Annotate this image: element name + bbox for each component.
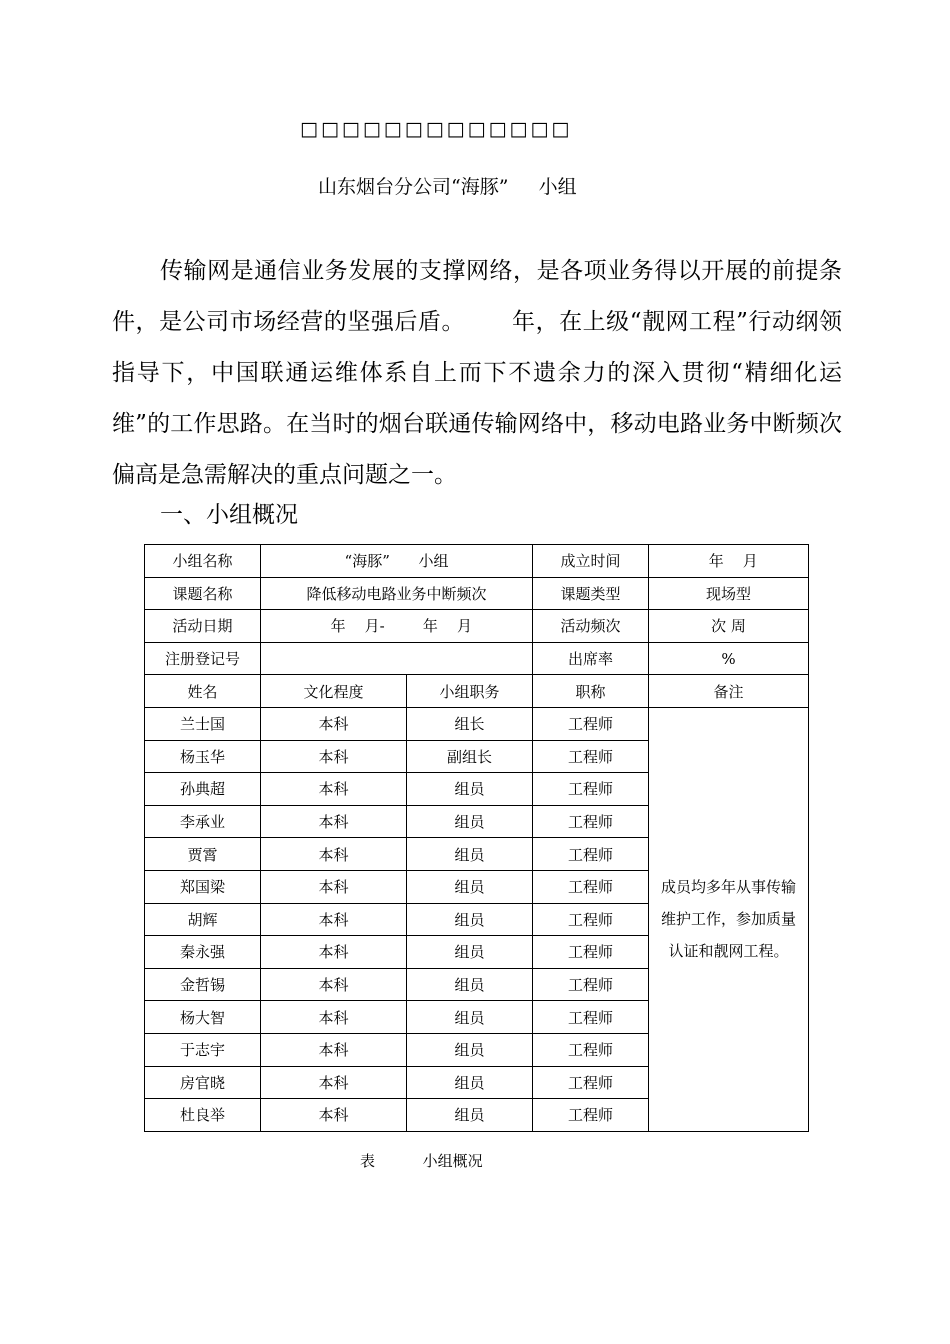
member-role: 组员 (407, 903, 533, 936)
info-value: 现场型 (649, 577, 809, 610)
info-value: % (649, 642, 809, 675)
member-name: 杜良举 (145, 1099, 261, 1132)
member-title: 工程师 (533, 1001, 649, 1034)
member-name: 贾霄 (145, 838, 261, 871)
member-name: 胡辉 (145, 903, 261, 936)
member-name: 秦永强 (145, 936, 261, 969)
member-title: 工程师 (533, 707, 649, 740)
member-name: 金哲锡 (145, 968, 261, 1001)
info-row (145, 610, 809, 643)
member-role: 组员 (407, 838, 533, 871)
info-value (261, 642, 533, 675)
member-name: 孙典超 (145, 773, 261, 806)
member-name: 杨玉华 (145, 740, 261, 773)
member-edu: 本科 (261, 968, 407, 1001)
member-name: 于志宇 (145, 1033, 261, 1066)
header-education: 文化程度 (261, 675, 407, 708)
member-edu: 本科 (261, 707, 407, 740)
member-title: 工程师 (533, 903, 649, 936)
member-name: 兰士国 (145, 707, 261, 740)
info-row (145, 642, 809, 675)
member-name: 郑国梁 (145, 870, 261, 903)
member-name: 房官晓 (145, 1066, 261, 1099)
info-label: 活动频次 (533, 610, 649, 643)
info-label: 注册登记号 (145, 642, 261, 675)
member-title: 工程师 (533, 838, 649, 871)
info-value: 年 月- 年 月 (261, 610, 533, 643)
info-label: 小组名称 (145, 545, 261, 578)
table-caption: 表 小组概况 (360, 1152, 483, 1170)
member-edu: 本科 (261, 903, 407, 936)
member-edu: 本科 (261, 1099, 407, 1132)
member-edu: 本科 (261, 870, 407, 903)
member-title: 工程师 (533, 1099, 649, 1132)
info-label: 课题类型 (533, 577, 649, 610)
member-row (145, 707, 809, 740)
info-row (145, 577, 809, 610)
info-value: 年 月 (649, 545, 809, 578)
info-value: “海豚” 小组 (261, 545, 533, 578)
member-edu: 本科 (261, 1066, 407, 1099)
member-role: 组员 (407, 1066, 533, 1099)
intro-paragraph: 传输网是通信业务发展的支撑网络，是各项业务得以开展的前提条件，是公司市场经营的坚强后盾。 年，在上级“靓网工程”行动纲领指导下，中国联通运维体系自上而下不遗余力的深入贯彻“精细化运维”的工作思路。在当时的烟台联通传输网络中，移动电路业务中断频次偏高是急需解决的重点问题之一。 (112, 258, 842, 488)
member-edu: 本科 (261, 740, 407, 773)
header-row (145, 675, 809, 708)
document-title: □□□□□□□□□□□□□ (300, 118, 573, 140)
info-label: 课题名称 (145, 577, 261, 610)
member-role: 组员 (407, 870, 533, 903)
info-row (145, 545, 809, 578)
member-role: 组员 (407, 805, 533, 838)
info-label: 成立时间 (533, 545, 649, 578)
member-title: 工程师 (533, 1033, 649, 1066)
header-title: 职称 (533, 675, 649, 708)
member-title: 工程师 (533, 740, 649, 773)
section-heading: 一、小组概况 (160, 502, 298, 528)
member-role: 组员 (407, 1001, 533, 1034)
member-edu: 本科 (261, 838, 407, 871)
info-label: 出席率 (533, 642, 649, 675)
member-title: 工程师 (533, 936, 649, 969)
member-role: 组员 (407, 968, 533, 1001)
info-label: 活动日期 (145, 610, 261, 643)
member-edu: 本科 (261, 773, 407, 806)
member-note: 成员均多年从事传输维护工作，参加质量认证和靓网工程。 (649, 707, 809, 1131)
member-title: 工程师 (533, 773, 649, 806)
member-name: 杨大智 (145, 1001, 261, 1034)
member-edu: 本科 (261, 1001, 407, 1034)
info-value: 次 周 (649, 610, 809, 643)
header-name: 姓名 (145, 675, 261, 708)
member-role: 组员 (407, 773, 533, 806)
member-edu: 本科 (261, 1033, 407, 1066)
group-overview-table (144, 544, 809, 1132)
member-role: 组长 (407, 707, 533, 740)
member-role: 组员 (407, 936, 533, 969)
member-title: 工程师 (533, 968, 649, 1001)
document-subtitle: 山东烟台分公司“海豚” 小组 (318, 176, 577, 198)
member-role: 副组长 (407, 740, 533, 773)
member-edu: 本科 (261, 805, 407, 838)
member-role: 组员 (407, 1033, 533, 1066)
member-title: 工程师 (533, 870, 649, 903)
header-role: 小组职务 (407, 675, 533, 708)
member-name: 李承业 (145, 805, 261, 838)
member-role: 组员 (407, 1099, 533, 1132)
member-title: 工程师 (533, 805, 649, 838)
info-value: 降低移动电路业务中断频次 (261, 577, 533, 610)
header-note: 备注 (649, 675, 809, 708)
member-title: 工程师 (533, 1066, 649, 1099)
member-edu: 本科 (261, 936, 407, 969)
